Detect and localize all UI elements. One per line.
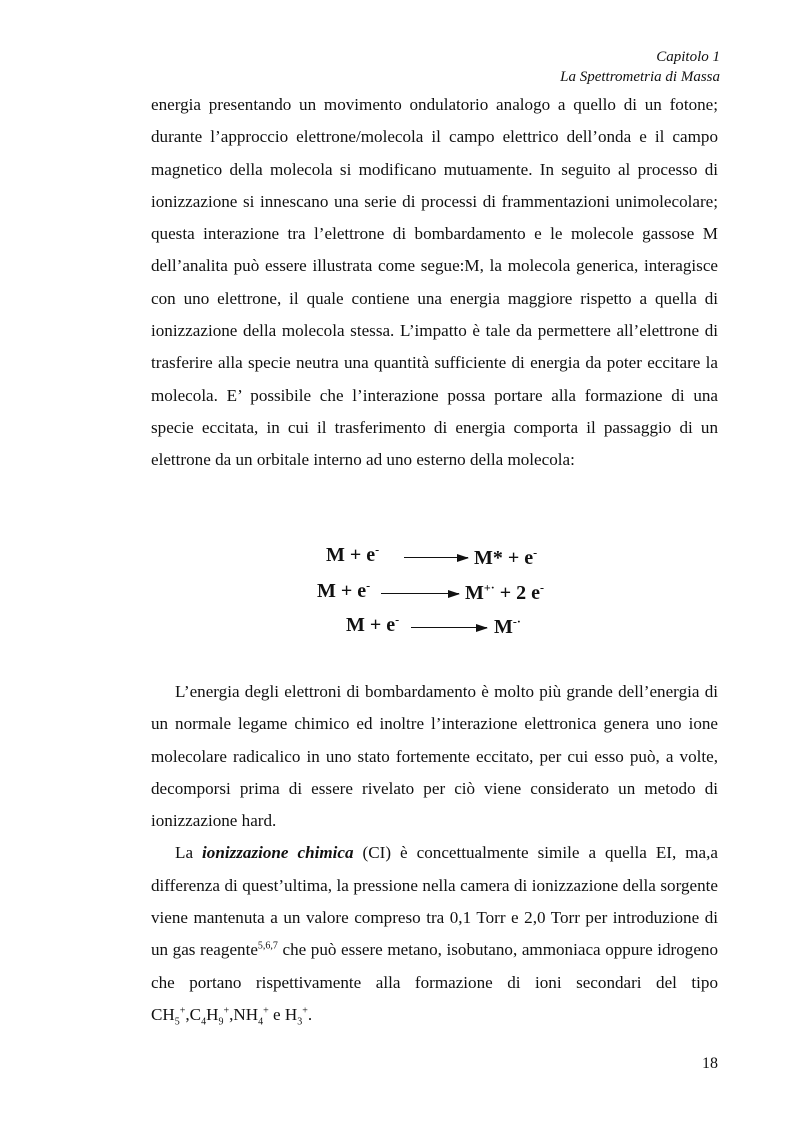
paragraph-2: L’energia degli elettroni di bombardamento è molto più grande dell’energia di un normale legame chimico ed inoltre l’interazione elettronica genera uno ione molecolare radicalico in uno stato fortemente eccitato, per cui esso può, a volte, decomporsi prima di essere rivelato per ciò viene considerato un metodo di ionizzazione hard.	[151, 682, 718, 831]
reaction-arrow-1	[404, 557, 468, 558]
equation-3-right: M-·	[494, 614, 521, 638]
reaction-arrow-2	[381, 593, 459, 594]
equation-1-right: M* + e-	[474, 545, 538, 569]
term-ionizzazione-chimica: ionizzazione chimica	[202, 843, 354, 863]
formula-c4h9: $C_4H_9^+$	[189, 1004, 230, 1028]
formula-h3: $H_3^+$	[284, 1004, 308, 1028]
paragraph-1: energia presentando un movimento ondulatorio analogo a quello di un fotone; durante l’approccio elettrone/molecola il campo elettrico dell’onda e il campo magnetico della molecola si modificano mutuamente. In seguito al processo di ionizzazione si innescano una serie di processi di frammentazioni unimolecolare; questa interazione tra l’elettrone di bombardamento e le molecole gassose M dell’analita può essere illustrata come segue:M, la molecola generica, interagisce con uno elettrone, il quale contiene una energia maggiore rispetto a quella di ionizzazione della molecola stessa. L’impatto è tale da permettere all’elettrone di trasferire alla specie neutra una quantità sufficiente di energia da poter eccitare la molecola. E’ possibile che l’interazione possa portare alla formazione di una specie eccitata, in cui il trasferimento di energia comporta il passaggio di un elettrone da un orbitale interno ad uno esterno della molecola:	[151, 95, 718, 470]
paragraphs-ionization	[151, 676, 718, 1031]
paragraph-3: La ionizzazione chimica (CI) è concettualmente simile a quella EI, ma,a differenza di quest’ultima, la pressione nella camera di ionizzazione della sorgente viene mantenuta a un valore compreso tra 0,1 Torr e 2,0 Torr per introduzione di un gas reagente$^{5,6,7}$ che può essere metano, isobutano, ammoniaca oppure idrogeno che portano rispettivamente alla formazione di ioni secondari del tipo $CH_5^+,C_4H_9^+,NH_4^+$ e $H_3^+$.	[151, 843, 718, 1028]
formula-nh4: $NH_4^+$	[233, 1004, 269, 1028]
page-number: 18	[702, 1055, 718, 1072]
reference-superscript: 5,6,7	[257, 940, 278, 952]
formula-ch5: $CH_5^+$	[151, 1004, 186, 1028]
equation-2-left: M + e-	[317, 578, 371, 602]
reaction-arrow-3	[411, 627, 487, 628]
running-header-section: La Spettrometria di Massa	[560, 69, 720, 85]
paragraph-electron-impact	[151, 89, 718, 477]
equation-3-left: M + e-	[346, 612, 400, 636]
running-header-chapter: Capitolo 1	[656, 49, 720, 65]
equation-2-right: M+· + 2 e-	[465, 580, 545, 604]
equation-1-left: M + e-	[326, 542, 380, 566]
